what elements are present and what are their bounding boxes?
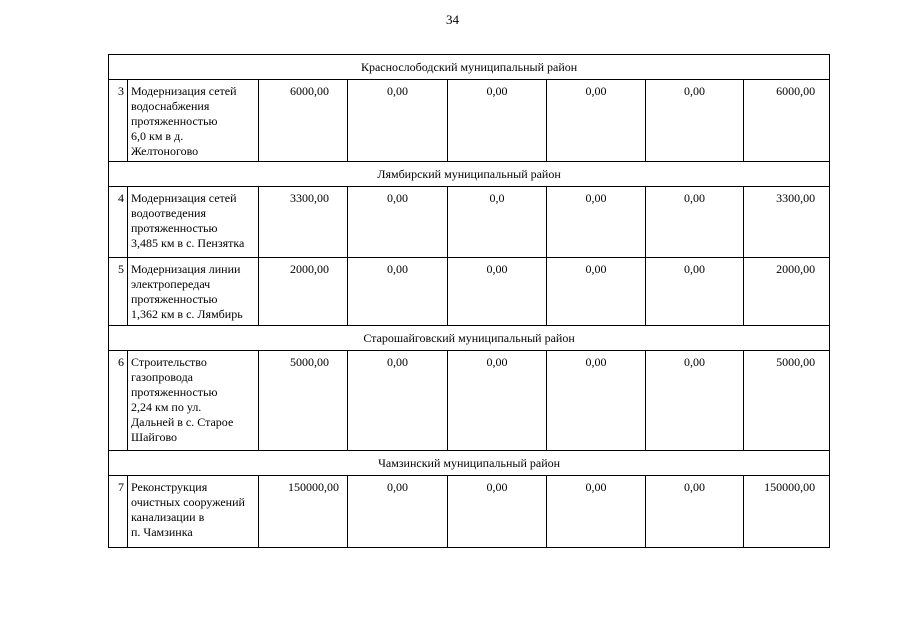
value-cell: 0,00 (448, 351, 547, 451)
description-line: 6,0 км в д. (131, 129, 184, 143)
section-title: Лямбирский муниципальный район (109, 162, 830, 187)
section-title: Краснослободский муниципальный район (109, 55, 830, 80)
value-cell: 0,00 (448, 258, 547, 326)
value-cell: 0,00 (547, 258, 646, 326)
section-header-row (109, 162, 830, 187)
description-line: газопровода (131, 370, 194, 384)
row-number: 4 (109, 187, 128, 258)
description-line: Модернизация сетей (131, 191, 237, 205)
value-cell: 6000,00 (259, 80, 348, 162)
description-line: Желтоногово (131, 144, 199, 158)
section-title: Старошайговский муниципальный район (109, 326, 830, 351)
value-cell: 0,00 (646, 258, 744, 326)
description-line: Дальней в с. Старое (131, 415, 234, 429)
description-line: 2,24 км по ул. (131, 400, 202, 414)
value-cell: 150000,00 (744, 476, 830, 548)
value-cell: 0,00 (448, 80, 547, 162)
row-description (128, 80, 259, 162)
table-row (109, 80, 830, 162)
description-line: электропередач (131, 277, 211, 291)
table-row (109, 187, 830, 258)
row-number: 6 (109, 351, 128, 451)
description-line: протяженностью (131, 114, 218, 128)
description-line: Модернизация линии (131, 262, 241, 276)
row-description (128, 258, 259, 326)
value-cell: 0,00 (547, 187, 646, 258)
value-cell: 2000,00 (259, 258, 348, 326)
value-cell: 2000,00 (744, 258, 830, 326)
value-cell: 6000,00 (744, 80, 830, 162)
row-number: 5 (109, 258, 128, 326)
description-line: 1,362 км в с. Лямбирь (131, 307, 243, 321)
section-header-row (109, 451, 830, 476)
funding-table (108, 54, 830, 548)
value-cell: 0,00 (348, 80, 448, 162)
table-row (109, 258, 830, 326)
description-line: Модернизация сетей (131, 84, 237, 98)
value-cell: 0,00 (646, 476, 744, 548)
value-cell: 0,00 (646, 187, 744, 258)
value-cell: 0,00 (348, 476, 448, 548)
description-line: Строительство (131, 355, 207, 369)
description-line: Реконструкция (131, 480, 208, 494)
value-cell: 0,0 (448, 187, 547, 258)
page-number: 34 (446, 12, 459, 27)
value-cell: 3300,00 (744, 187, 830, 258)
description-line: протяженностью (131, 292, 218, 306)
value-cell: 0,00 (646, 80, 744, 162)
table-row (109, 351, 830, 451)
description-line: очистных сооружений (131, 495, 245, 509)
description-line: протяженностью (131, 221, 218, 235)
value-cell: 0,00 (646, 351, 744, 451)
description-line: водоотведения (131, 206, 206, 220)
description-line: водоснабжения (131, 99, 210, 113)
value-cell: 3300,00 (259, 187, 348, 258)
section-title: Чамзинский муниципальный район (109, 451, 830, 476)
description-line: канализации в (131, 510, 205, 524)
value-cell: 150000,00 (259, 476, 348, 548)
value-cell: 5000,00 (259, 351, 348, 451)
row-description (128, 476, 259, 548)
value-cell: 0,00 (348, 351, 448, 451)
description-line: п. Чамзинка (131, 525, 193, 539)
value-cell: 0,00 (547, 80, 646, 162)
description-line: 3,485 км в с. Пензятка (131, 236, 245, 250)
section-header-row (109, 326, 830, 351)
row-number: 7 (109, 476, 128, 548)
value-cell: 0,00 (547, 476, 646, 548)
value-cell: 5000,00 (744, 351, 830, 451)
section-header-row (109, 55, 830, 80)
row-number: 3 (109, 80, 128, 162)
row-description (128, 351, 259, 451)
value-cell: 0,00 (348, 258, 448, 326)
description-line: Шайгово (131, 430, 178, 444)
table-row (109, 476, 830, 548)
value-cell: 0,00 (547, 351, 646, 451)
description-line: протяженностью (131, 385, 218, 399)
value-cell: 0,00 (348, 187, 448, 258)
value-cell: 0,00 (448, 476, 547, 548)
row-description (128, 187, 259, 258)
